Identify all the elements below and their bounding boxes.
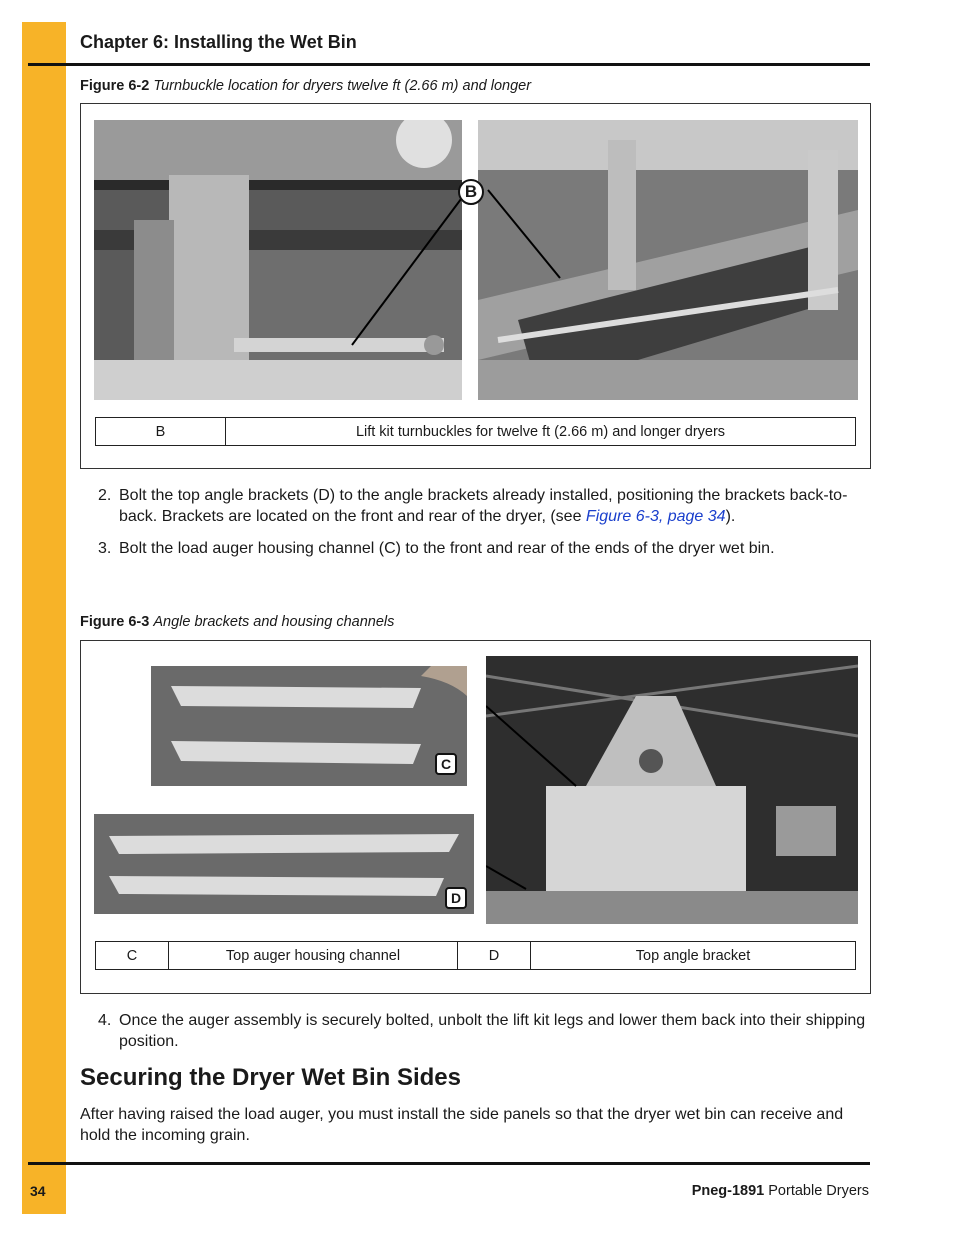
chapter-title: Chapter 6: Installing the Wet Bin [80,32,357,52]
legend-key: B [96,418,226,445]
legend-key-d: D [458,942,531,969]
figure-6-2-caption [80,78,531,94]
footer-rule [28,1162,870,1165]
legend-key-c: C [96,942,169,969]
figure-6-2-box [80,103,871,469]
doc-title: Portable Dryers [768,1183,869,1199]
section-heading: Securing the Dryer Wet Bin Sides [80,1064,461,1091]
step-number: 4. [98,1012,112,1029]
angle-brackets-photo [94,814,474,914]
dryer-auger-assembly-photo [486,656,858,924]
figure-label: Figure 6-3 [80,614,150,630]
figure-6-3-caption [80,614,394,630]
legend-text-d: Top angle bracket [635,947,751,964]
figure-label: Figure 6-2 [80,78,150,94]
page-number: 34 [30,1183,46,1199]
chapter-sidebar-tab [22,22,66,1214]
step-text: Bolt the load auger housing channel (C) to the front and rear of the ends of the dryer wet bin. [119,540,775,557]
housing-channels-photo [151,666,467,786]
legend-text-c: Top auger housing channel [169,942,458,969]
header-rule [28,63,870,66]
step-text: Once the auger assembly is securely bolted, unbolt the lift kit legs and lower them back into their shipping position. [119,1012,866,1050]
section-paragraph: After having raised the load auger, you must install the side panels so that the dryer wet bin can receive and hold the incoming grain. [80,1106,844,1144]
step-4 [98,1010,868,1052]
turnbuckle-closeup-photo [94,120,462,400]
callout-c-label: C [435,753,457,775]
doc-id: Pneg-1891 [691,1183,765,1199]
figure-6-2-legend [95,417,856,446]
figure-6-3-link[interactable]: Figure 6-3, page 34 [585,508,726,525]
step-number: 3. [98,540,112,557]
legend-text: Lift kit turnbuckles for twelve ft (2.66 m) and longer dryers [355,423,726,440]
figure-caption-text: Turnbuckle location for dryers twelve ft (2.66 m) and longer [153,78,532,94]
step-3 [98,538,868,559]
footer-doc-info [692,1183,869,1199]
figure-caption-text: Angle brackets and housing channels [153,614,395,630]
step-number: 2. [98,487,112,504]
figure-6-3-legend [95,941,856,970]
dryer-bin-turnbuckle-photo [478,120,858,400]
figure-6-3-box [80,640,871,994]
step-2 [98,485,868,527]
callout-d-label: D [445,887,467,909]
callout-b-label: B [458,179,484,205]
step-text: Bolt the top angle brackets (D) to the angle brackets already installed, positioning the brackets back-to-back. Brackets are located on the front and rear of the dryer, (see Figure 6-3, page 34). [119,487,848,525]
